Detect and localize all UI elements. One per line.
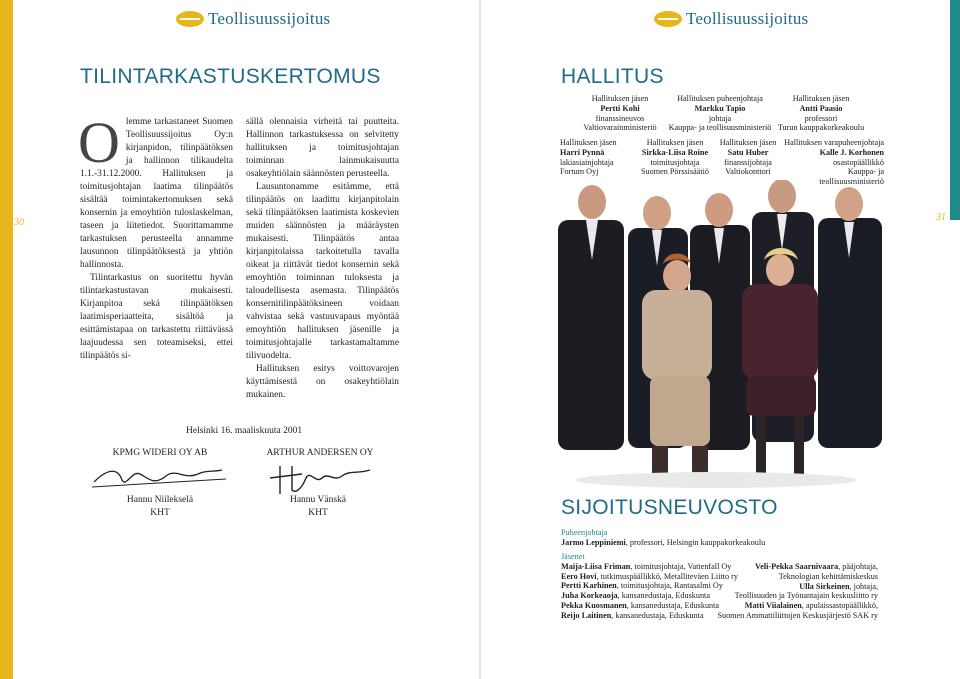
page-title-council: SIJOITUSNEUVOSTO [561, 496, 778, 519]
audit-paragraph: sällä olennaisia virheitä tai puutteita. Hallinnon tarkastuksessa on selvitetty hallituksen ja toimitusjohtajan toiminnan lainmukaisuutta osakeyhtiölain säännösten perusteella. [246, 117, 399, 179]
member-name: Sirkka-Liisa Roine [641, 147, 709, 157]
chair-label: Puheenjohtaja [561, 528, 608, 537]
signer-block-1 [110, 494, 210, 520]
audit-text-column-2 [246, 116, 399, 402]
list-item: Maija-Liisa Friman, toimitusjohtaja, Vattenfall Oy [561, 561, 732, 571]
audit-paragraph: Lausuntonamme esitämme, että tilinpäätös on laadittu kirjanpitolain sekä tilinpäätöksen laatimista koskevien muiden säännösten ja määräysten mukaisesti. Tilinpäätös antaa kirjanpitolaissa tarkoitetulla tavalla oikeat ja riittävät tiedot konsernin sekä emoyhtiön toiminnan tuloksesta ja taloudellisesta asemasta. Tilinpäätös konsernitilinpäätöksineen voidaan vahvistaa sekä vastuuvapaus myöntää emoyhtiön hallituksen jäsenille ja toimitusjohtajalle tarkastamaltamme tilivuodelta. [246, 182, 399, 361]
list-item: Ulla Sirkeinen, johtaja, [799, 581, 878, 591]
council-members-right [712, 562, 878, 621]
signer-name-2: Hannu Vänskä [289, 495, 347, 505]
list-item: Reijo Laitinen, kansanedustaja, Eduskunta [561, 610, 704, 620]
audit-paragraph: Tilintarkastus on suoritettu hyvän tilintarkastustavan mukaisesti. Kirjanpitoa sekä tilinpäätöksen laatimisperiaatteita, sisältöä ja esittämistapaa on tarkastettu riittävässä laajuudessa sen toteamiseksi, ettei tilinpäätös si- [80, 273, 233, 361]
board-member-bottom-2: Hallituksen jäsen Sirkka-Liisa Roine toimitusjohtaja Suomen Pörssisäätiö [640, 138, 709, 177]
chair-name: Jarmo Leppiniemi [561, 537, 626, 547]
board-member-top-2: Hallituksen puheenjohtaja Markku Tapio johtaja Kauppa- ja teollisuusministeriö [668, 94, 772, 133]
drop-cap: O [78, 110, 120, 175]
board-member-bottom-3: Hallituksen jäsen Satu Huber finanssijohtaja Valtiokonttori [719, 138, 777, 177]
list-item: Matti Viialainen, apulaissastopäällikkö, [744, 601, 878, 611]
signer-title-2: KHT [308, 508, 328, 518]
member-name: Kalle J. Korhonen [819, 147, 884, 157]
board-member-top-1: Hallituksen jäsen Pertti Kohi finanssineuvos Valtiovarainministeriö [583, 94, 657, 133]
signer-name-1: Hannu Niilekselä [126, 495, 194, 505]
audit-text-column-1 [78, 110, 233, 363]
brand-logo-left [176, 9, 330, 29]
audit-paragraph: Hallituksen esitys voittovarojen käyttämisestä on osakeyhtiölain mukainen. [246, 364, 399, 400]
list-item: Pekka Kuosmanen, kansanedustaja, Eduskunta [561, 600, 720, 610]
board-member-bottom-1: Hallituksen jäsen Harri Pynnä lakiasiainjohtaja Fortum Oyj [560, 138, 617, 177]
standing-person [558, 185, 624, 450]
page-title-audit: TILINTARKASTUSKERTOMUS [80, 65, 381, 88]
brand-logo-right [654, 9, 808, 29]
page-number-right: 31 [936, 212, 946, 223]
board-group-photo [556, 180, 886, 492]
page-spine [479, 0, 481, 679]
page-title-board: HALLITUS [561, 65, 664, 88]
left-accent-bar [0, 0, 13, 679]
logo-mark-icon [654, 11, 682, 27]
signature-1-icon [88, 460, 228, 492]
list-item: Suomen Ammattiliittojen Keskusjärjestö SAK ry [717, 610, 878, 620]
signer-title-1: KHT [150, 508, 170, 518]
member-name: Satu Huber [727, 147, 769, 157]
board-member-top-3: Hallituksen jäsen Antti Paasio professori Turun kauppakorkeakoulu [777, 94, 865, 133]
place-date: Helsinki 16. maaliskuuta 2001 [186, 426, 303, 436]
member-name: Harri Pynnä [560, 147, 605, 157]
audit-paragraph: Olemme tarkastaneet Suomen Teollisuussijoitus Oy:n kirjanpidon, tilinpäätöksen ja hallinnon tilikaudelta 1.1.-31.12.2000. Hallituksen ja toimitusjohtajan laatima tilinpäätös sisältää toimintakertomuksen sekä konsernin ja emoyhtiön tuloslaskelman, taseen ja liitetiedot. Suorittamamme tarkastuksen perusteella annamme lausunnon tilinpäätöksestä ja yhtiön hallinnosta. [78, 110, 233, 270]
signer-block-2 [268, 494, 368, 520]
brand-name: Teollisuussijoitus [208, 9, 331, 28]
brand-name: Teollisuussijoitus [686, 9, 809, 28]
signer-firm-1: KPMG WIDERI OY AB [112, 448, 208, 458]
list-item: Teknologian kehittämiskeskus [778, 571, 878, 581]
list-item: Pertti Karhinen, toimitusjohtaja, Rantasalmi Oy [561, 581, 723, 591]
logo-mark-icon [176, 11, 204, 27]
member-name: Markku Tapio [694, 103, 746, 113]
page-number-left: 30 [14, 217, 24, 228]
list-item: Juha Korkeaoja, kansanedustaja, Eduskunta [561, 591, 710, 601]
members-label: Jäsenet [561, 552, 585, 561]
board-member-bottom-4: Hallituksen varapuheenjohtaja Kalle J. Korhonen osastopäällikkö Kauppa- ja teollisuusministeriö [784, 138, 884, 187]
member-name: Pertti Kohi [600, 103, 640, 113]
signer-firm-2: ARTHUR ANDERSEN OY [266, 448, 374, 458]
right-accent-bar [950, 0, 960, 220]
list-item: Veli-Pekka Saarnivaara, pääjohtaja, [755, 562, 878, 571]
list-item: Teollisuuden ja Työnantajain keskusliitto ry [734, 591, 878, 601]
standing-person [818, 187, 882, 448]
list-item: Eero Hovi, tutkimuspäällikkö, Metalliteväen Liitto ry [561, 571, 738, 581]
member-name: Antti Paasio [799, 103, 843, 113]
council-chair: Puheenjohtaja Jarmo Leppiniemi, professori, Helsingin kauppakorkeakoulu [561, 528, 891, 548]
